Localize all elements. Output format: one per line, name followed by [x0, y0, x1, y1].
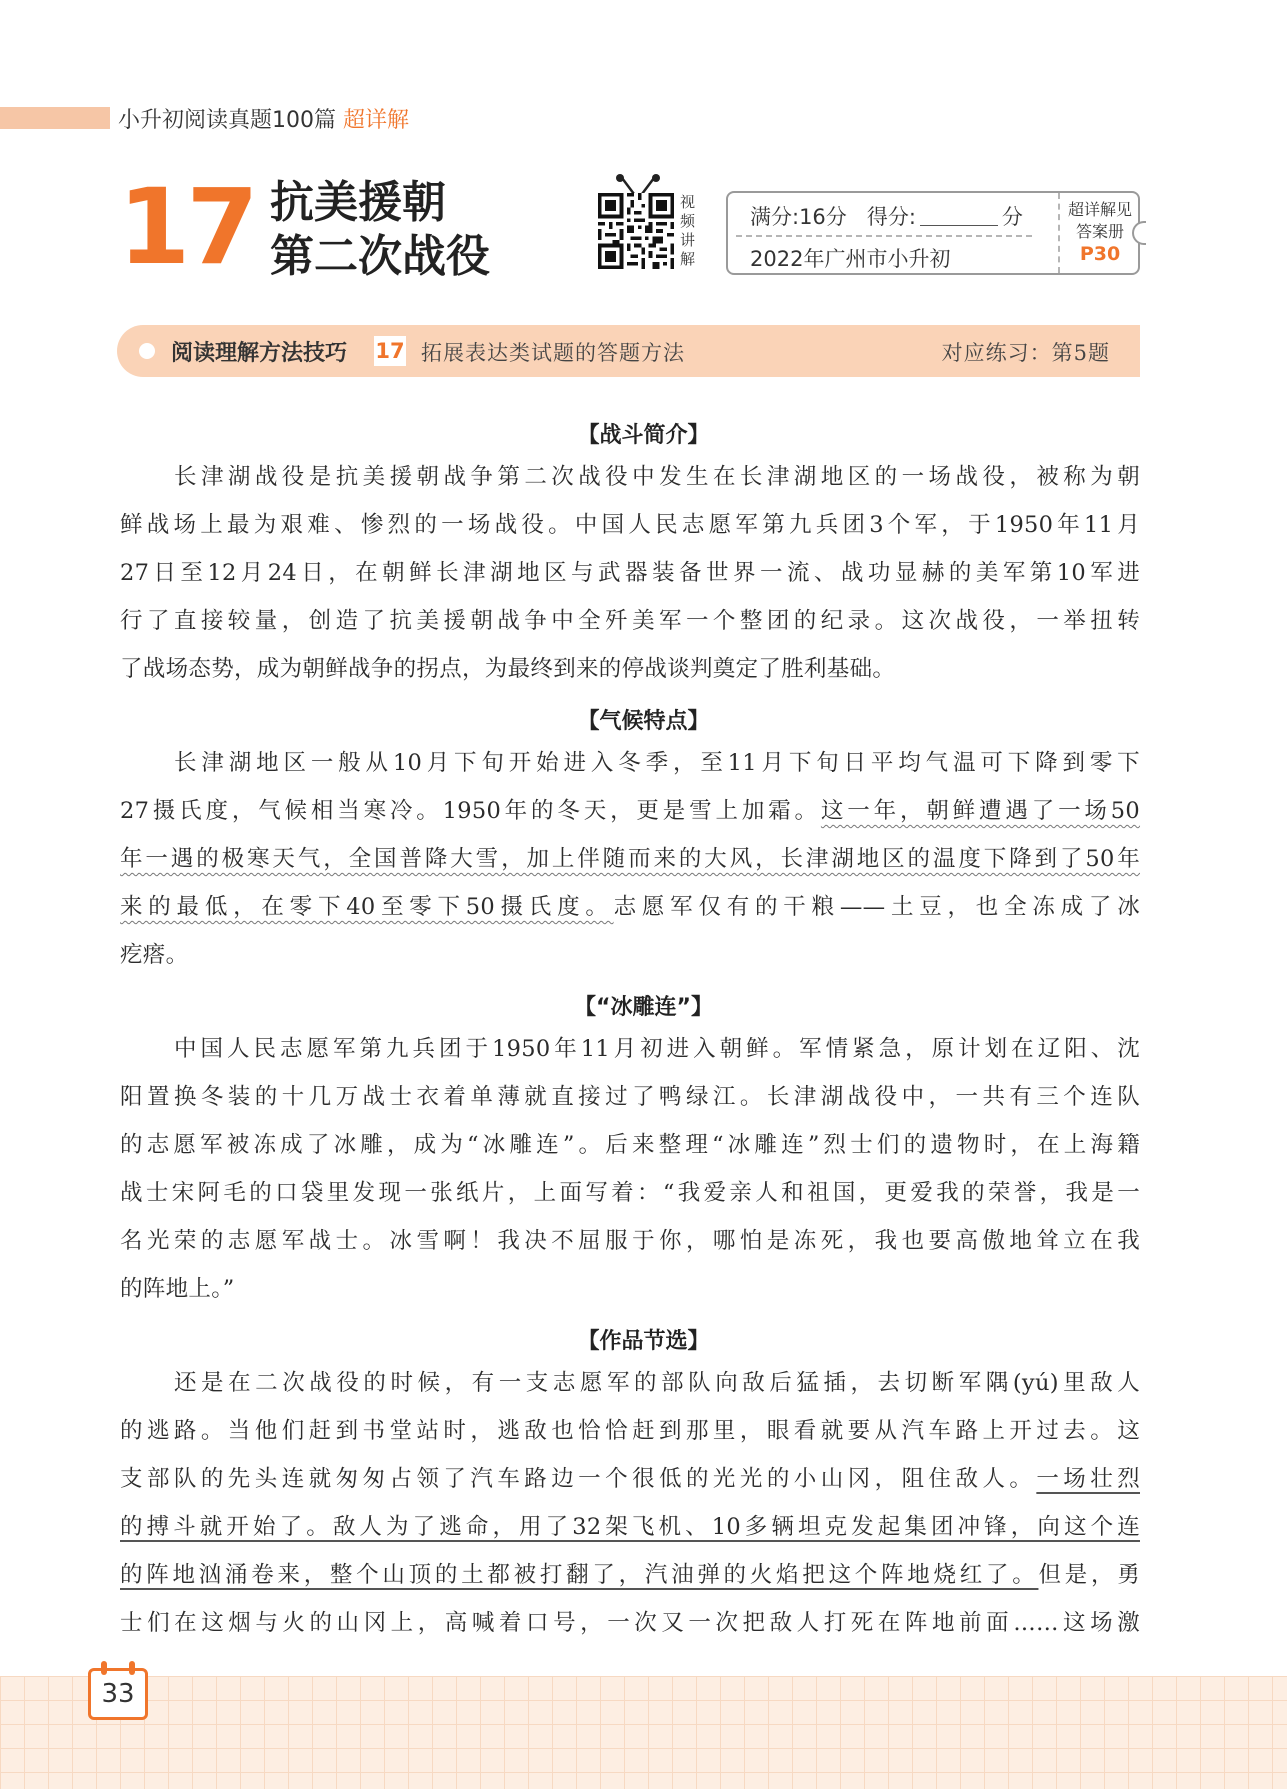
- method-title: 阅读理解方法技巧: [171, 341, 348, 366]
- wavy-underlined-text: 年一遇的极寒天气，全国普降大雪，加上伴随而来的大风，长津湖地区的温度下降到了50年: [120, 846, 1140, 872]
- underlined-text: 的搏斗就开始了。敌人为了逃命，用了32架飞机、10多辆坦克发起集团冲锋，向这个连: [120, 1514, 1140, 1540]
- paragraph-line: 长津湖战役是抗美援朝战争第二次战役中发生在长津湖地区的一场战役，被称为朝: [174, 464, 1140, 490]
- underlined-text: 的阵地汹涌卷来，整个山顶的土都被打翻了，汽油弹的火焰把这个阵地烧红了。: [120, 1562, 1039, 1588]
- qr-label-char: 解: [680, 250, 696, 268]
- text-run: 但是，勇: [1038, 1562, 1140, 1588]
- section-heading-excerpt: 【作品节选】: [577, 1329, 710, 1354]
- score-divider: [736, 235, 1032, 237]
- got-score-label: 得分:: [866, 205, 916, 229]
- full-score: 满分:16分: [750, 205, 847, 229]
- paragraph-line: 的阵地上。”: [120, 1276, 235, 1302]
- paragraph-line: 鲜战场上最为艰难、惨烈的一场战役。中国人民志愿军第九兵团3个军，于1950年11月: [120, 512, 1140, 538]
- bullet-dot-icon: [139, 343, 155, 359]
- underlined-text: 一场壮烈: [1036, 1466, 1140, 1492]
- running-header: [118, 103, 409, 134]
- paragraph-line: 战士宋阿毛的口袋里发现一张纸片，上面写着：“我爱亲人和祖国，更爱我的荣誉，我是一: [120, 1180, 1140, 1206]
- lesson-title-line2: 第二次战役: [270, 231, 490, 282]
- page-number: 33: [101, 1679, 135, 1709]
- calendar-ring-icon: [129, 1661, 135, 1675]
- paragraph-line: [120, 796, 1140, 826]
- paragraph-line: 还是在二次战役的时候，有一支志愿军的部队向敌后猛插，去切断军隅(yú)里敌人: [174, 1370, 1140, 1396]
- paragraph-line: [120, 844, 1140, 874]
- header-accent-bar: [0, 107, 110, 129]
- exam-source: 2022年广州市小升初: [750, 247, 951, 271]
- wavy-underlined-text: 这一年，朝鲜遭遇了一场50: [820, 798, 1141, 824]
- text-run: 支部队的先头连就匆匆占领了汽车路边一个很低的光光的小山冈，阻住敌人。: [120, 1466, 1037, 1492]
- paragraph-line: 了战场态势，成为朝鲜战争的拐点，为最终到来的停战谈判奠定了胜利基础。: [120, 656, 896, 682]
- book-title: 小升初阅读真题100篇: [118, 108, 336, 133]
- qr-code-icon[interactable]: [598, 193, 674, 269]
- calendar-ring-icon: [101, 1661, 107, 1675]
- paragraph-line: 行了直接较量，创造了抗美援朝战争中全歼美军一个整团的纪录。这次战役，一举扭转: [120, 608, 1140, 634]
- paragraph-line: 名光荣的志愿军战士。冰雪啊！我决不屈服于你，哪怕是冻死，我也要高傲地耸立在我: [120, 1228, 1140, 1254]
- paragraph-line: 士们在这烟与火的山冈上，高喊着口号，一次又一次把敌人打死在阵地前面……这场激: [120, 1610, 1140, 1636]
- section-heading-battle-intro: 【战斗简介】: [577, 423, 710, 448]
- paragraph-line: [120, 1560, 1140, 1590]
- qr-label-char: 讲: [680, 231, 696, 249]
- lesson-title: [270, 176, 490, 284]
- score-box: [726, 191, 1140, 275]
- paragraph-line: 阳置换冬装的十几万战士衣着单薄就直接过了鸭绿江。长津湖战役中，一共有三个连队: [120, 1084, 1140, 1110]
- score-vertical-divider: [1058, 193, 1060, 273]
- paragraph-line: [120, 1464, 1140, 1494]
- paragraph-line: [120, 892, 1140, 922]
- answer-reference: [1062, 199, 1138, 265]
- book-tag: 超详解: [343, 108, 410, 133]
- section-heading-climate: 【气候特点】: [577, 709, 710, 734]
- answer-ref-line1: 超详解见: [1067, 200, 1132, 219]
- score-line: [750, 201, 1023, 231]
- answer-ref-line2: 答案册: [1075, 222, 1124, 241]
- method-number: 17: [374, 336, 406, 366]
- paragraph-line: 长津湖地区一般从10月下旬开始进入冬季，至11月下旬日平均气温可下降到零下: [174, 750, 1140, 776]
- method-subtitle: 拓展表达类试题的答题方法: [421, 341, 685, 365]
- score-unit: 分: [1001, 205, 1023, 229]
- method-strip: [117, 325, 1140, 377]
- paragraph-line: 的志愿军被冻成了冰雕，成为“冰雕连”。后来整理“冰雕连”烈士们的遗物时，在上海籍: [120, 1132, 1140, 1158]
- score-blank[interactable]: [920, 208, 998, 226]
- qr-label-char: 频: [680, 212, 696, 230]
- method-practice: 对应练习：第5题: [941, 341, 1110, 365]
- wavy-underlined-text: 来的最低，在零下40至零下50摄氏度。: [120, 894, 614, 920]
- lesson-title-line1: 抗美援朝: [270, 177, 446, 228]
- paragraph-line: 中国人民志愿军第九兵团于1950年11月初进入朝鲜。军情紧急，原计划在辽阳、沈: [174, 1036, 1140, 1062]
- paragraph-line: 的逃路。当他们赶到书堂站时，逃敌也恰恰赶到那里，眼看就要从汽车路上开过去。这: [120, 1418, 1140, 1444]
- paragraph-line: [120, 1512, 1140, 1542]
- paragraph-line: 疙瘩。: [120, 942, 189, 968]
- answer-ref-page: P30: [1079, 243, 1121, 265]
- text-run: 27摄氏度，气候相当寒冷。1950年的冬天，更是雪上加霜。: [120, 798, 821, 824]
- footer-grid: [0, 1676, 1287, 1789]
- qr-label-char: 视: [680, 193, 696, 211]
- page-number-badge: [88, 1668, 148, 1720]
- lesson-number: 17: [118, 166, 255, 288]
- paragraph-line: 27日至12月24日，在朝鲜长津湖地区与武器装备世界一流、战功显赫的美军第10军进: [120, 560, 1140, 586]
- text-run: 志愿军仅有的干粮——土豆，也全冻成了冰: [613, 894, 1140, 920]
- qr-label: [680, 193, 700, 269]
- section-heading-ice-company: 【“冰雕连”】: [574, 995, 713, 1020]
